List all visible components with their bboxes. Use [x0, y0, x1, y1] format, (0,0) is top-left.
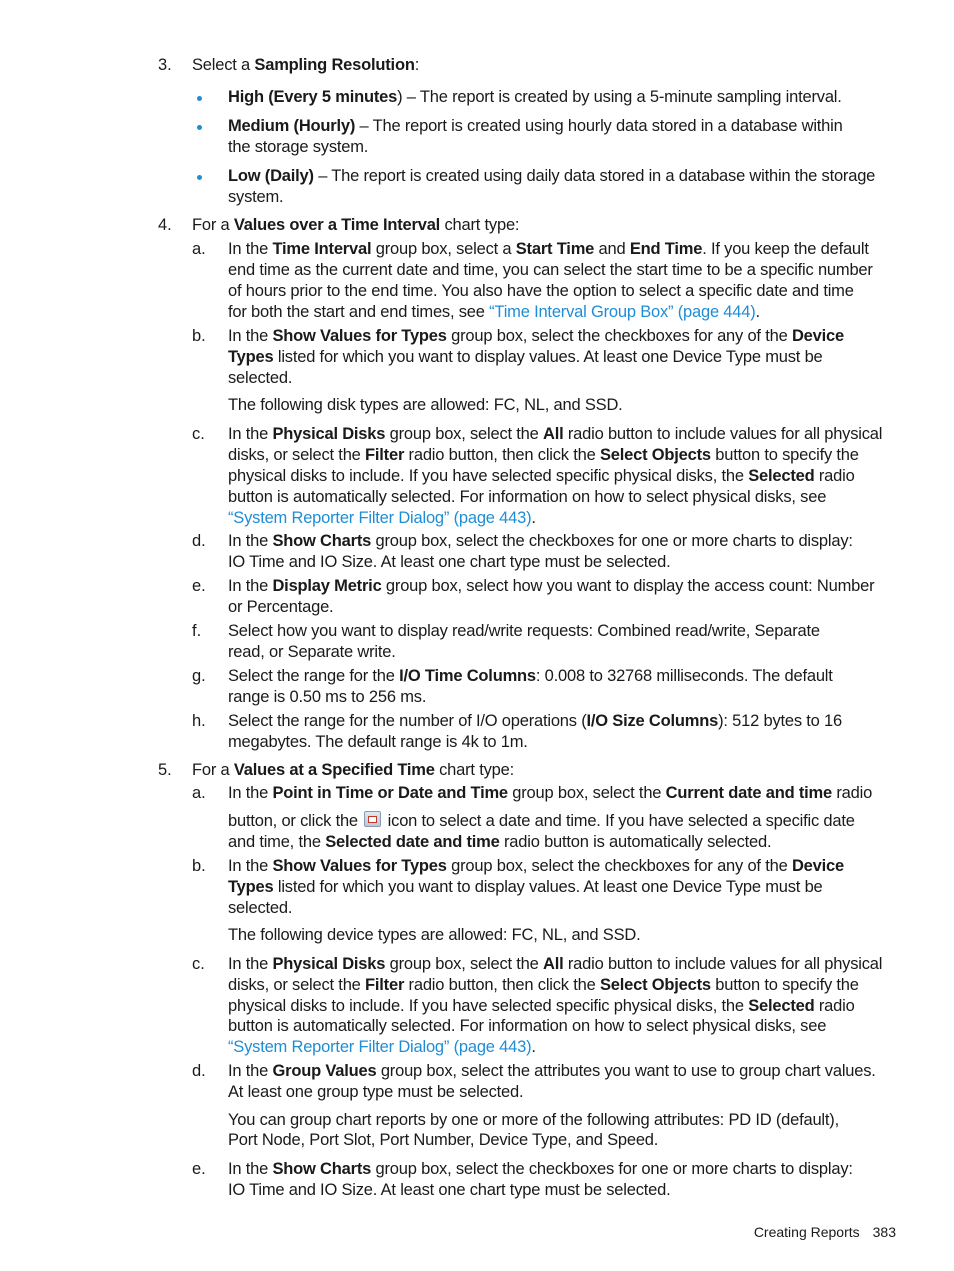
option-low: Low (Daily) – The report is created using daily data stored in a database within the storage	[228, 167, 876, 185]
step-5a-letter: a.	[192, 784, 206, 802]
step-5a-line2: button, or click the icon to select a date and time. If you have selected a specific date	[228, 812, 855, 830]
step-4g-line1: Select the range for the I/O Time Columns: 0.008 to 32768 milliseconds. The default	[228, 667, 833, 685]
step-5d-line1: In the Group Values group box, select the attributes you want to use to group chart values.	[228, 1062, 876, 1080]
link-time-interval-group-box[interactable]: “Time Interval Group Box” (page 444)	[489, 303, 756, 321]
step-4g-letter: g.	[192, 667, 206, 685]
step-5c-line5: “System Reporter Filter Dialog” (page 443).	[228, 1038, 536, 1056]
step-4e-letter: e.	[192, 577, 206, 595]
step-5c-line1: In the Physical Disks group box, select the All radio button to include values for all physical	[228, 955, 883, 973]
step-4f-letter: f.	[192, 622, 202, 640]
step-4f-line1: Select how you want to display read/write requests: Combined read/write, Separate	[228, 622, 820, 640]
step-4-text: For a Values over a Time Interval chart type:	[192, 216, 520, 234]
calendar-icon[interactable]	[364, 811, 381, 827]
step-5c-letter: c.	[192, 955, 205, 973]
option-medium: Medium (Hourly) – The report is created using hourly data stored in a database within	[228, 117, 843, 135]
step-4a-line2: end time as the current date and time, you can select the start time to be a specific number	[228, 261, 873, 279]
step-5d-note-line2: Port Node, Port Slot, Port Number, Device Type, and Speed.	[228, 1131, 659, 1149]
step-5c-line4: button is automatically selected. For information on how to select physical disks, see	[228, 1017, 827, 1035]
page-number: 383	[872, 1224, 896, 1240]
step-5e-letter: e.	[192, 1160, 206, 1178]
step-4c-line1: In the Physical Disks group box, select the All radio button to include values for all physical	[228, 425, 883, 443]
step-5b-line2: Types listed for which you want to display values. At least one Device Type must be	[228, 878, 823, 896]
step-4h-letter: h.	[192, 712, 206, 730]
step-5b-line1: In the Show Values for Types group box, select the checkboxes for any of the Device	[228, 857, 844, 875]
step-5b-note: The following device types are allowed: FC, NL, and SSD.	[228, 926, 641, 944]
step-4b-letter: b.	[192, 327, 206, 345]
option-medium-cont: the storage system.	[228, 138, 369, 156]
step-4b-line1: In the Show Values for Types group box, select the checkboxes for any of the Device	[228, 327, 844, 345]
bullet-low	[197, 175, 202, 180]
page-footer	[754, 1223, 896, 1241]
step-4c-line3: physical disks to include. If you have selected specific physical disks, the Selected radio	[228, 467, 855, 485]
step-4c-line4: button is automatically selected. For information on how to select physical disks, see	[228, 488, 827, 506]
step-4a-letter: a.	[192, 240, 206, 258]
bullet-high	[197, 96, 202, 101]
step-5a-line1: In the Point in Time or Date and Time group box, select the Current date and time radio	[228, 784, 873, 802]
step-4b-line2: Types listed for which you want to display values. At least one Device Type must be	[228, 348, 823, 366]
step-5c-line3: physical disks to include. If you have selected specific physical disks, the Selected radio	[228, 997, 855, 1015]
link-system-reporter-filter-dialog[interactable]: “System Reporter Filter Dialog” (page 443)	[228, 509, 532, 527]
step-3-text: Select a Sampling Resolution:	[192, 56, 420, 74]
step-4e-line1: In the Display Metric group box, select how you want to display the access count: Number	[228, 577, 875, 595]
step-4g-line2: range is 0.50 ms to 256 ms.	[228, 688, 427, 706]
bullet-medium	[197, 125, 202, 130]
step-4d-line1: In the Show Charts group box, select the checkboxes for one or more charts to display:	[228, 532, 853, 550]
step-5a-line3: and time, the Selected date and time radio button is automatically selected.	[228, 833, 772, 851]
step-4a-line3: of hours prior to the end time. You also have the option to select a specific date and time	[228, 282, 854, 300]
link-system-reporter-filter-dialog[interactable]: “System Reporter Filter Dialog” (page 443)	[228, 1038, 532, 1056]
step-5-text: For a Values at a Specified Time chart type:	[192, 761, 514, 779]
footer-section-title: Creating Reports	[753, 1224, 860, 1240]
step-4b-line3: selected.	[228, 369, 293, 387]
step-4d-letter: d.	[192, 532, 206, 550]
step-4c-line5: “System Reporter Filter Dialog” (page 443).	[228, 509, 536, 527]
step-4h-line2: megabytes. The default range is 4k to 1m.	[228, 733, 528, 751]
step-5c-line2: disks, or select the Filter radio button, then click the Select Objects button to specify the	[228, 976, 859, 994]
step-4a-line4: for both the start and end times, see “Time Interval Group Box” (page 444).	[228, 303, 760, 321]
step-4e-line2: or Percentage.	[228, 598, 334, 616]
option-low-cont: system.	[228, 188, 284, 206]
step-5-number: 5.	[158, 761, 172, 779]
step-5e-line1: In the Show Charts group box, select the checkboxes for one or more charts to display:	[228, 1160, 853, 1178]
step-4a-line1: In the Time Interval group box, select a Start Time and End Time. If you keep the default	[228, 240, 869, 258]
step-4c-line2: disks, or select the Filter radio button, then click the Select Objects button to specify the	[228, 446, 859, 464]
step-3-number: 3.	[158, 56, 172, 74]
step-5d-line2: At least one group type must be selected.	[228, 1083, 524, 1101]
step-4b-note: The following disk types are allowed: FC, NL, and SSD.	[228, 396, 623, 414]
step-5b-line3: selected.	[228, 899, 293, 917]
step-4h-line1: Select the range for the number of I/O operations (I/O Size Columns): 512 bytes to 16	[228, 712, 842, 730]
option-high: High (Every 5 minutes) – The report is created by using a 5-minute sampling interval.	[228, 88, 842, 106]
step-4c-letter: c.	[192, 425, 205, 443]
step-5e-line2: IO Time and IO Size. At least one chart type must be selected.	[228, 1181, 671, 1199]
step-5d-letter: d.	[192, 1062, 206, 1080]
step-5b-letter: b.	[192, 857, 206, 875]
step-4d-line2: IO Time and IO Size. At least one chart type must be selected.	[228, 553, 671, 571]
step-5d-note-line1: You can group chart reports by one or more of the following attributes: PD ID (default),	[228, 1111, 839, 1129]
step-4f-line2: read, or Separate write.	[228, 643, 396, 661]
step-4-number: 4.	[158, 216, 172, 234]
